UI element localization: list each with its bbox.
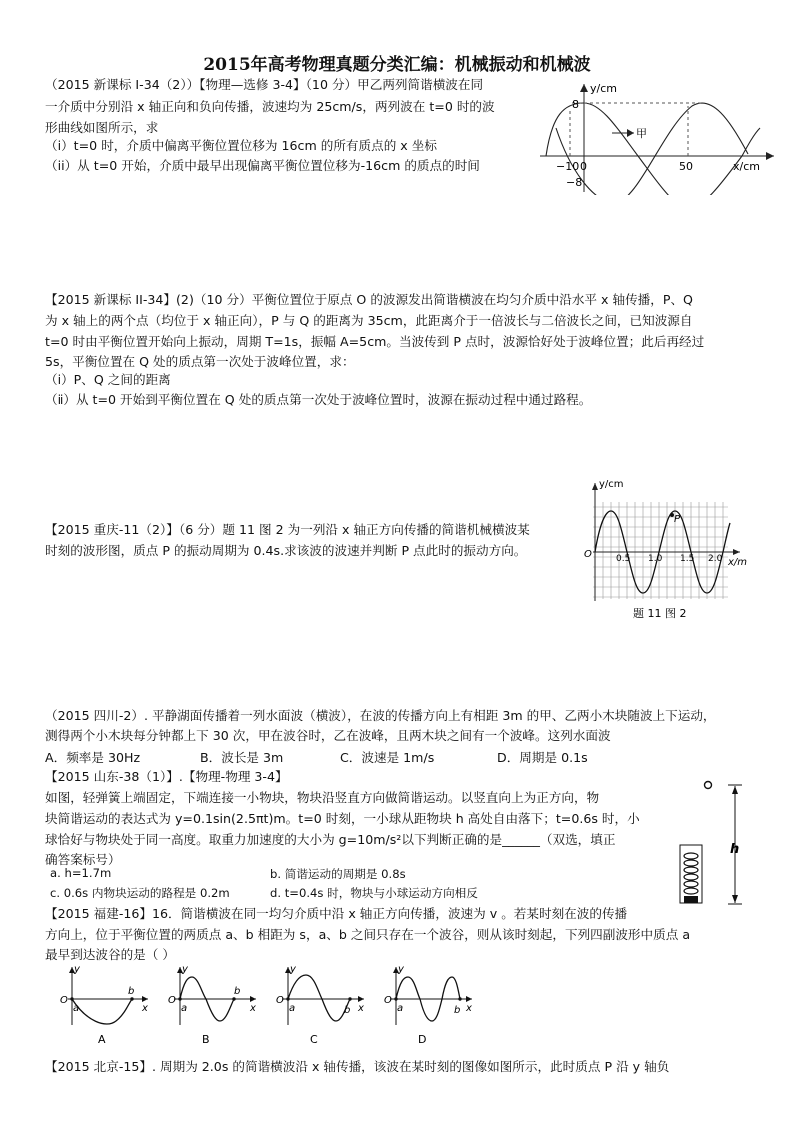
q1-line-3: 形曲线如图所示，求 xyxy=(45,120,159,135)
svg-text:a: a xyxy=(73,1003,80,1014)
q6-line-2: 方向上，位于平衡位置的两质点 a、b 相距为 s，a、b 之间只存在一个波谷，则从该时刻起，下列四副波形中质点 a xyxy=(45,927,691,942)
q3-tick-1: 0.5 xyxy=(616,554,631,564)
svg-text:a: a xyxy=(181,1003,188,1014)
q1-x-zero: 0 xyxy=(580,160,587,173)
svg-text:b: b xyxy=(454,1005,461,1016)
svg-text:x: x xyxy=(142,1003,148,1014)
q1-y-label: y/cm xyxy=(590,82,617,95)
q5-line-2: 如图，轻弹簧上端固定，下端连接一小物块，物块沿竖直方向做简谐运动。以竖直向上为正方向，物 xyxy=(45,790,600,805)
q5-option-a: a. h=1.7m xyxy=(50,866,112,880)
q1-y-top: 8 xyxy=(572,98,579,111)
q6-figure-a xyxy=(58,963,158,1045)
svg-text:a: a xyxy=(289,1003,296,1014)
q2-line-5: （ⅰ）P、Q 之间的距离 xyxy=(45,372,171,387)
q1-line-5: （ii）从 t=0 开始，介质中最早出现偏离平衡位置位移为-16cm 的质点的时间 xyxy=(45,158,480,173)
q6-figure-b xyxy=(166,963,266,1045)
q3-tick-4: 2.0 xyxy=(708,554,723,564)
svg-text:x: x xyxy=(358,1003,364,1014)
q1-line-1: （2015 新课标 I-34（2））【物理—选修 3-4】（10 分）甲乙两列简谐横波在同 xyxy=(45,77,484,92)
q5-line-5: 确答案标号） xyxy=(45,852,121,867)
svg-text:x: x xyxy=(250,1003,256,1014)
q2-line-4: 5s，平衡位置在 Q 处的质点第一次处于波峰位置，求： xyxy=(45,354,355,369)
q5-line-1: 【2015 山东-38（1）】.【物理-物理 3-4】 xyxy=(45,769,288,784)
svg-text:O: O xyxy=(60,995,68,1006)
q5-spring-figure xyxy=(676,778,756,913)
q6-figure-d xyxy=(382,963,482,1045)
q6-label-c: C xyxy=(310,1033,318,1045)
q5-option-d: d. t=0.4s 时，物块与小球运动方向相反 xyxy=(270,886,478,900)
q4-option-c: C．波速是 1m/s xyxy=(340,750,435,765)
q3-point-p: P xyxy=(674,514,681,525)
svg-text:b: b xyxy=(234,986,241,997)
q1-x-mark: 50 xyxy=(679,160,693,173)
q3-x-label: x/m xyxy=(728,557,748,568)
q1-line-2: 一介质中分别沿 x 轴正向和负向传播，波速均为 25cm/s，两列波在 t=0 时的波 xyxy=(45,99,495,114)
q3-origin: O xyxy=(584,549,592,560)
q6-label-d: D xyxy=(418,1033,427,1045)
q4-line-1: （2015 四川-2）. 平静湖面传播着一列水面波（横波），在波的传播方向上有相距 3m 的甲、乙两小木块随波上下运动， xyxy=(45,708,716,723)
q5-option-b: b. 简谐运动的周期是 0.8s xyxy=(270,867,406,881)
svg-text:b: b xyxy=(344,1005,351,1016)
q6-line-3: 最早到达波谷的是（ ） xyxy=(45,947,175,962)
svg-text:a: a xyxy=(397,1003,404,1014)
q1-x-label: x/cm xyxy=(733,160,760,173)
q1-y-bottom: −8 xyxy=(566,176,583,189)
q1-x-left: −10 xyxy=(556,160,580,173)
q6-label-b: B xyxy=(202,1033,210,1045)
svg-text:x: x xyxy=(466,1003,472,1014)
q2-line-6: （ⅱ）从 t=0 开始到平衡位置在 Q 处的质点第一次处于波峰位置时，波源在振动过程中通过路程。 xyxy=(45,392,592,407)
q4-option-d: D．周期是 0.1s xyxy=(497,750,588,765)
page-title: 2015年高考物理真题分类汇编：机械振动和机械波 xyxy=(203,55,591,75)
q3-y-label: y/cm xyxy=(599,479,624,490)
q1-wave-b-label: 乙 xyxy=(534,80,535,81)
svg-text:O: O xyxy=(168,995,176,1006)
q2-line-2: 为 x 轴上的两个点（均位于 x 轴正向），P 与 Q 的距离为 35cm，此距离介于一倍波长与二倍波长之间，已知波源自 xyxy=(45,313,693,328)
q4-option-a: A．频率是 30Hz xyxy=(45,750,141,765)
q3-wave-figure xyxy=(578,477,760,622)
q3-tick-2: 1.0 xyxy=(648,554,663,564)
q3-caption: 题 11 图 2 xyxy=(633,607,687,620)
svg-text:y: y xyxy=(290,964,296,975)
q5-line-3: 块简谐运动的表达式为 y=0.1sin(2.5πt)m。t=0 时刻，一小球从距物块 h 高处自由落下；t=0.6s 时，小 xyxy=(45,811,640,826)
q1-line-4: （i）t=0 时，介质中偏离平衡位置位移为 16cm 的所有质点的 x 坐标 xyxy=(45,138,437,153)
svg-text:y: y xyxy=(74,964,80,975)
q3-tick-3: 1.5 xyxy=(680,554,695,564)
q1-wave-figure xyxy=(534,80,784,195)
q2-line-3: t=0 时由平衡位置开始向上振动，周期 T=1s，振幅 A=5cm。当波传到 P 点时，波源恰好处于波峰位置；此后再经过 xyxy=(45,334,705,349)
q5-line-4: 球恰好与物块处于同一高度。取重力加速度的大小为 g=10m/s²以下判断正确的是______（双选，填正 xyxy=(45,832,616,847)
q5-option-c: c. 0.6s 内物块运动的路程是 0.2m xyxy=(50,886,230,900)
svg-text:O: O xyxy=(276,995,284,1006)
svg-text:b: b xyxy=(128,986,135,997)
svg-text:O: O xyxy=(384,995,392,1006)
q3-line-1: 【2015 重庆-11（2）】（6 分）题 11 图 2 为一列沿 x 轴正方向传播的简谐机械横波某 xyxy=(45,522,530,537)
q3-line-2: 时刻的波形图，质点 P 的振动周期为 0.4s.求该波的波速并判断 P 点此时的振动方向。 xyxy=(45,543,527,558)
q6-line-1: 【2015 福建-16】16．简谐横波在同一均匀介质中沿 x 轴正方向传播，波速为 v 。若某时刻在波的传播 xyxy=(45,906,628,921)
q1-wave-a-label: 甲 xyxy=(636,127,647,140)
q5-h-label: h xyxy=(730,842,740,857)
q7-line-1: 【2015 北京-15】. 周期为 2.0s 的简谐横波沿 x 轴传播，该波在某时刻的图像如图所示，此时质点 P 沿 y 轴负 xyxy=(45,1059,670,1074)
svg-text:y: y xyxy=(398,964,404,975)
q2-line-1: 【2015 新课标 II-34】(2)（10 分）平衡位置位于原点 O 的波源发出简谐横波在均匀介质中沿水平 x 轴传播，P、Q xyxy=(45,292,693,307)
q6-label-a: A xyxy=(98,1033,106,1045)
q4-line-2: 测得两个小木块每分钟都上下 30 次，甲在波谷时，乙在波峰，且两木块之间有一个波峰。这列水面波 xyxy=(45,728,611,743)
q4-option-b: B．波长是 3m xyxy=(200,750,284,765)
svg-text:y: y xyxy=(182,964,188,975)
q6-figure-c xyxy=(274,963,374,1045)
